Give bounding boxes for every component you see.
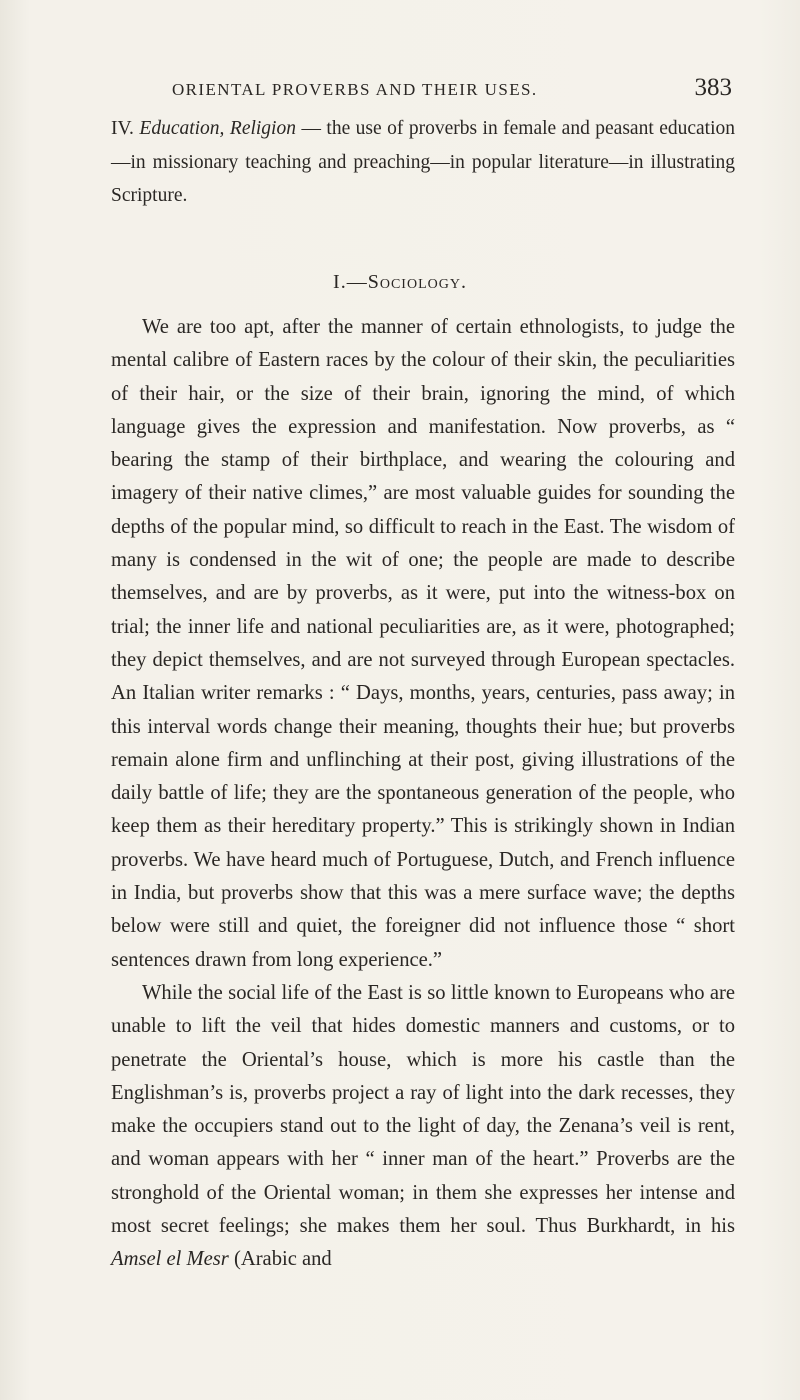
outline-text: — the use of proverbs in female and peasant education—in missionary teaching and preaching—in popular literature—in illustrating Scripture. [111, 118, 736, 206]
section-heading [0, 271, 800, 294]
running-title: ORIENTAL PROVERBS AND THEIR USES. [172, 80, 538, 99]
paragraph-text: While the social life of the East is so little known to Europeans who are unable to lift the veil that hides domestic manners and customs, or to penetrate the Oriental’s house, which is more his castle than the Englishman’s is, proverbs project a ray of light into the dark recesses, they make the occupiers stand out to the light of day, the Zenana’s veil is rent, and woman appears with her “ inner man of the heart.” Proverbs are the stronghold of the Oriental woman; in them she expresses her intense and most secret feelings; she makes them her soul. Thus Burkhardt, in his [111, 981, 735, 1238]
page-number: 383 [694, 74, 732, 101]
body-text [111, 311, 735, 1277]
section-number: I.— [333, 271, 368, 293]
outline-topic-religion: Religion [229, 118, 296, 139]
section-title: Sociology. [367, 271, 467, 293]
paragraph-text: (Arabic and [228, 1248, 332, 1271]
paragraph: We are too apt, after the manner of certain ethnologists, to judge the mental calibre of Eastern races by the colour of their skin, the peculiarities of their hair, or the size of their brain, ignoring the mind, of which language gives the expression and manifestation. Now proverbs, as “ bearing the stamp of their birthplace, and wearing the colouring and imagery of their native climes,” are most valuable guides for sounding the depths of the popular mind, so difficult to reach in the East. The wisdom of many is condensed in the wit of one; the people are made to describe themselves, and are by proverbs, as it were, put into the witness-box on trial; the inner life and national peculiarities are, as it were, photographed; they depict themselves, and are not surveyed through European spectacles. An Italian writer remarks : “ Days, months, years, centuries, pass away; in this interval words change their meaning, thoughts their hue; but proverbs remain alone firm and unflinching at their post, giving illustrations of the daily battle of life; they are the spontaneous generation of the people, who keep them as their hereditary property.” This is strikingly shown in Indian proverbs. We have heard much of Portuguese, Dutch, and French influence in India, but proverbs show that this was a mere surface wave; the depths below were still and quiet, the foreigner did not influence those “ short sentences drawn from long experience.” [111, 316, 735, 971]
running-header [172, 74, 732, 102]
book-title: Amsel el Mesr [111, 1248, 229, 1271]
outline-topic-education: Education, [139, 118, 225, 139]
outline-item-iv [111, 112, 735, 213]
paragraph [111, 977, 735, 1277]
outline-numeral: IV. [111, 118, 134, 139]
